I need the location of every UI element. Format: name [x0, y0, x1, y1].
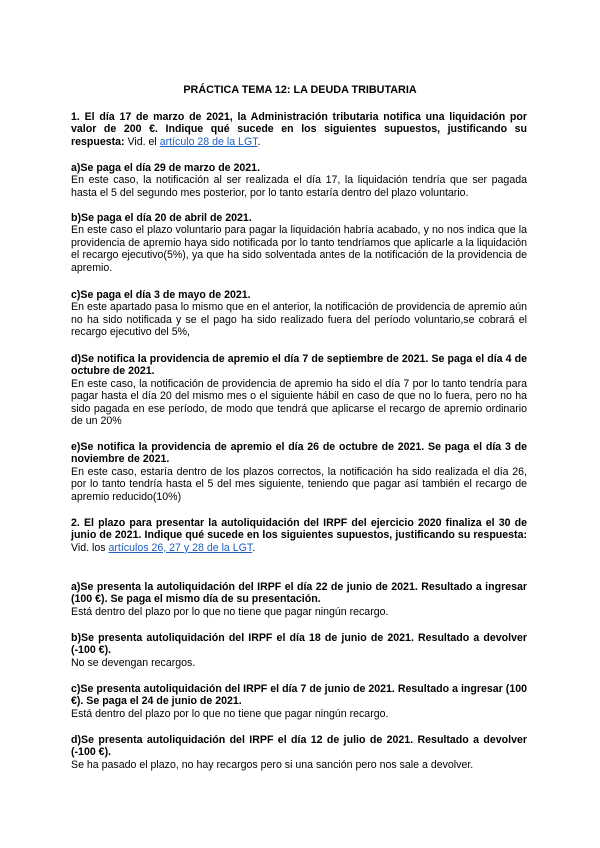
question-2a [71, 581, 527, 618]
articles-26-27-28-link[interactable]: artículos 26, 27 y 28 de la LGT [108, 541, 253, 554]
question-1b [71, 212, 527, 274]
question-2d-heading: d)Se presenta autoliquidación del IRPF el día 12 de julio de 2021. Resultado a devolver (-100 €). [71, 734, 527, 759]
question-2b-answer: No se devengan recargos. [71, 656, 196, 669]
question-1-text [71, 111, 527, 148]
article-28-link[interactable]: artículo 28 de la LGT [159, 135, 258, 148]
question-2d-answer: Se ha pasado el plazo, no hay recargos pero si una sanción pero nos sale a devolver. [71, 758, 474, 771]
question-2-heading: 2. El plazo para presentar la autoliquidación del IRPF del ejercicio 2020 finaliza el 30 de junio de 2021. Indique qué sucede en los siguientes supuestos, justificando su respuesta: [71, 517, 527, 542]
question-1 [71, 111, 527, 148]
question-2-ref-prefix: Vid. los [71, 541, 109, 554]
question-1d [71, 353, 527, 427]
document-title: PRÁCTICA TEMA 12: LA DEUDA TRIBUTARIA [183, 84, 417, 96]
question-1a [71, 162, 527, 199]
question-1-ref-suffix: . [257, 135, 261, 148]
question-1e-answer: En este caso, estaría dentro de los plazos correctos, la notificación ha sido realizada el día 26, por lo tanto tendría hasta el 5 del mes siguiente, teniendo que pagar así también el recargo de apremio reducido(10%) [71, 465, 527, 503]
question-2c-answer: Está dentro del plazo por lo que no tiene que pagar ningún recargo. [71, 707, 389, 720]
question-1b-heading: b)Se paga el día 20 de abril de 2021. [71, 212, 252, 224]
question-2a-heading: a)Se presenta la autoliquidación del IRPF el día 22 de junio de 2021. Resultado a ingresar (100 €). Se paga el mismo día de su presentación. [71, 581, 527, 606]
question-2 [71, 517, 527, 554]
question-1e [71, 441, 527, 503]
question-2b [71, 632, 527, 669]
question-1d-answer: En este caso, la notificación de providencia de apremio ha sido el día 7 por lo tanto tendría para pagar hasta el día 20 del mismo mes o el siguiente hábil en caso de que no lo fuera, pero no ha sido pagada en ese período, de modo que tendrá que aplicarse el recargo de apremio ordinario de un 20% [71, 377, 527, 428]
question-1a-heading: a)Se paga el día 29 de marzo de 2021. [71, 162, 261, 174]
question-2-ref-suffix: . [252, 541, 256, 554]
question-2d [71, 734, 527, 771]
question-1a-answer: En este caso, la notificación al ser realizada el día 17, la liquidación tendría que ser pagada hasta el 5 del segundo mes posterior, por lo tanto estaría dentro del plazo voluntario. [71, 174, 527, 199]
question-1c-heading: c)Se paga el día 3 de mayo de 2021. [71, 289, 251, 301]
question-2c-heading: c)Se presenta autoliquidación del IRPF el día 7 de junio de 2021. Resultado a ingresar (100 €). Se paga el 24 de junio de 2021. [71, 683, 527, 708]
question-1-heading: 1. El día 17 de marzo de 2021, la Administración tributaria notifica una liquidación por valor de 200 €. Indique qué sucede en los siguientes supuestos, justificando su respuesta: [71, 111, 527, 148]
question-2-text [71, 517, 527, 554]
question-1e-heading: e)Se notifica la providencia de apremio el día 26 de octubre de 2021. Se paga el día 3 de noviembre de 2021. [71, 441, 527, 466]
question-2b-heading: b)Se presenta autoliquidación del IRPF el día 18 de junio de 2021. Resultado a devolver (-100 €). [71, 632, 527, 657]
question-1c-answer: En este apartado pasa lo mismo que en el anterior, la notificación de providencia de apremio aún no ha sido notificada y se el pago ha sido realizado fuera del período voluntario,se cobrará el recargo ejecutivo del 5%, [71, 301, 527, 339]
question-1c [71, 289, 527, 339]
question-1b-answer: En este caso el plazo voluntario para pagar la liquidación habría acabado, y no nos indica que la providencia de apremio haya sido notificada por lo tanto tendríamos que aplicarle a la liquidación el recargo ejecutivo(5%), ya que ha sido solventada antes de la notificación de la providencia de apremio. [71, 224, 527, 274]
question-2c [71, 683, 527, 720]
question-2a-answer: Está dentro del plazo por lo que no tiene que pagar ningún recargo. [71, 605, 389, 618]
question-1d-heading: d)Se notifica la providencia de apremio el día 7 de septiembre de 2021. Se paga el día 4 de octubre de 2021. [71, 353, 527, 378]
question-1-ref-prefix: Vid. el [124, 135, 160, 148]
